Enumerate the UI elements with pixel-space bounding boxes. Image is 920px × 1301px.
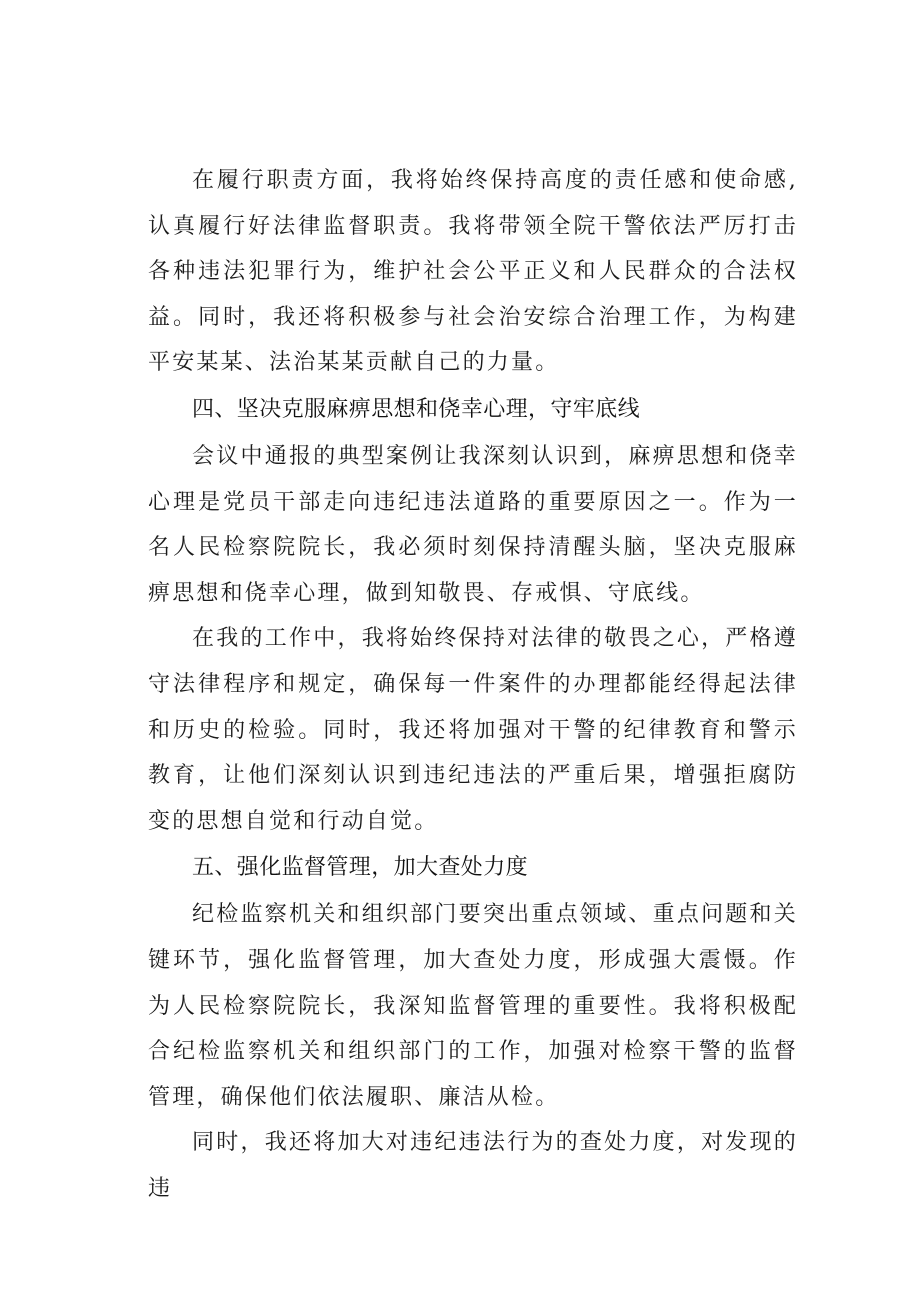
document-page — [148, 158, 798, 1211]
paragraph-supervision: 纪检监察机关和组织部门要突出重点领域、重点问题和关键环节，强化监督管理，加大查处力度，形成强大震慑。作为人民检察院院长，我深知监督管理的重要性。我将积极配合纪检监察机关和组织部门的工作，加强对检察干警的监督管理，确保他们依法履职、廉洁从检。 — [148, 902, 798, 1110]
paragraph-respect-law: 在我的工作中，我将始终保持对法律的敬畏之心，严格遵守法律程序和规定，确保每一件案件的办理都能经得起法律和历史的检验。同时，我还将加强对干警的纪律教育和警示教育，让他们深刻认识到违纪违法的严重后果，增强拒腐防变的思想自觉和行动自觉。 — [148, 626, 798, 834]
section-heading-five: 五、强化监督管理，加大查处力度 — [192, 855, 529, 881]
paragraph-case-reflection: 会议中通报的典型案例让我深刻认识到，麻痹思想和侥幸心理是党员干部走向违纪违法道路的重要原因之一。作为一名人民检察院院长，我必须时刻保持清醒头脑，坚决克服麻痹思想和侥幸心理，做到知敬畏、存戒惧、守底线。 — [148, 443, 798, 606]
section-heading-four: 四、坚决克服麻痹思想和侥幸心理，守牢底线 — [192, 396, 641, 422]
paragraph-investigation: 同时，我还将加大对违纪违法行为的查处力度，对发现的违 — [148, 1130, 798, 1201]
paragraph-duty-performance: 在履行职责方面，我将始终保持高度的责任感和使命感,认真履行好法律监督职责。我将带领全院干警依法严厉打击各种违法犯罪行为，维护社会公平正义和人民群众的合法权益。同时，我还将积极参与社会治安综合治理工作，为构建平安某某、法治某某贡献自己的力量。 — [148, 168, 798, 376]
